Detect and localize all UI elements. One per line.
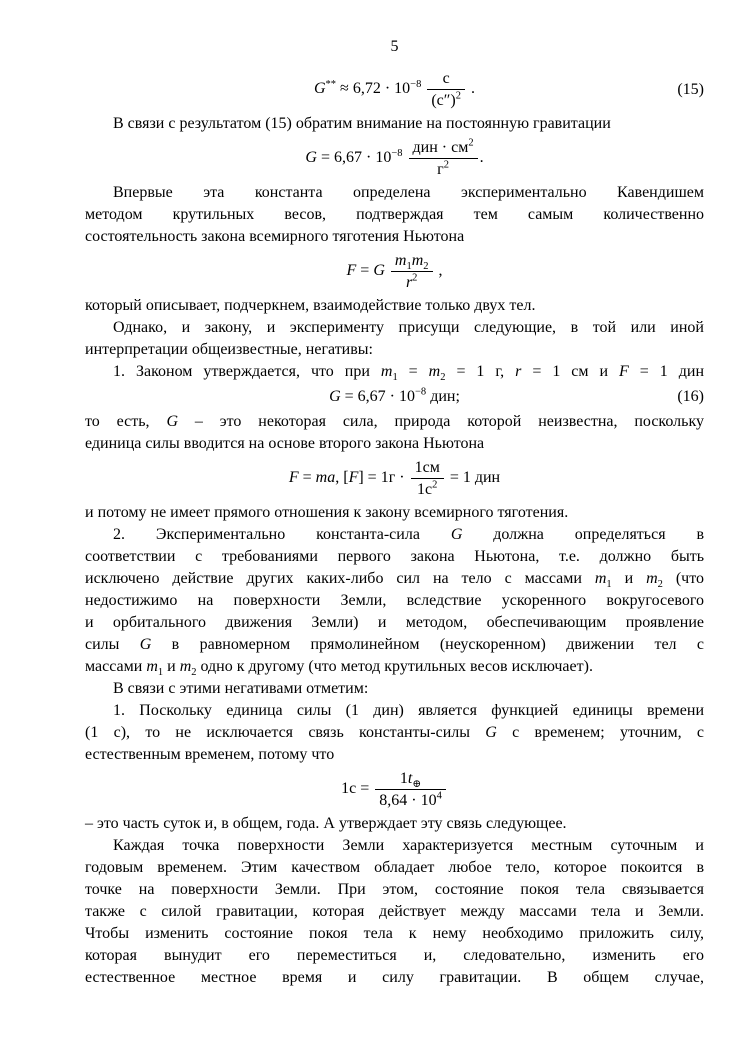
text-run: недостижимо на поверхности Земли, вследствие ускоренного вокругосевого (85, 592, 704, 609)
superscript: 2 (412, 272, 418, 284)
text-run: 2. Экспериментально константа-сила (113, 526, 451, 543)
text-run: ≈ 6,72 · 10 (336, 80, 411, 98)
fraction-denominator (391, 272, 433, 292)
italic-run: m (380, 363, 393, 380)
para-cavendish-line-2 (85, 204, 704, 226)
fraction-denominator (427, 90, 465, 110)
text-run: (с″) (431, 92, 456, 109)
text-run: – это часть суток и, в общем, года. А утверждает эту связь следующее. (85, 815, 567, 832)
fraction (427, 69, 465, 110)
page-content (85, 36, 704, 989)
text-run: = 6,67 · 10 (340, 388, 416, 405)
para-negative-2-line-4 (85, 590, 704, 612)
para-earth-point-line-3 (85, 879, 704, 901)
para-day-fraction-line-1 (85, 813, 704, 835)
text-run: дин; (426, 388, 460, 405)
equation-body (347, 251, 443, 292)
fraction (375, 769, 446, 810)
fraction-numerator (427, 69, 465, 90)
fraction (391, 251, 433, 292)
fraction-denominator (411, 479, 444, 499)
para-negatives-intro-line-2 (85, 339, 704, 361)
text-run (385, 262, 389, 279)
text-run: (1 с), то не исключается связь константы-силы (85, 724, 486, 741)
text-run: которая вынудит его переместиться и, следовательно, изменить его (85, 947, 704, 964)
text-run: = 6,67 · 10 (316, 149, 392, 167)
subscript: 1 (406, 261, 412, 273)
italic-run: G (485, 724, 497, 741)
text-run: Впервые эта константа определена экспериментально Кавендишем (113, 184, 704, 201)
superscript: −8 (391, 147, 403, 159)
text-run: в равномерном прямолинейном (неускоренном) движении тел с (151, 636, 705, 653)
italic-run: F (288, 469, 299, 487)
superscript: 2 (455, 90, 461, 102)
fraction-numerator (411, 458, 444, 479)
text-run: исключено действие других каких-либо сил на тело с массами (85, 570, 595, 587)
equation-second-definition (85, 768, 704, 811)
italic-run: m (411, 252, 424, 269)
para-no-direct-relation-line-1 (85, 502, 704, 524)
equation-body (329, 386, 460, 408)
para-negative-2-line-6 (85, 634, 704, 656)
subscript: 2 (657, 579, 663, 591)
text-run: = 1 г, (445, 363, 516, 380)
text-run: – это некоторая сила, природа которой неизвестна, поскольку (178, 413, 704, 430)
italic-run: m (146, 658, 158, 675)
subscript: 1 (606, 579, 612, 591)
text-run: с (442, 70, 450, 87)
equation-number: (16) (677, 388, 704, 405)
fraction-numerator (409, 138, 478, 159)
italic-run: G (305, 149, 317, 167)
italic-run: ma (315, 469, 336, 487)
para-negative-2-line-1 (85, 524, 704, 546)
para-note-1-line-2 (85, 722, 704, 744)
equation-second-law (85, 457, 704, 500)
text-run: и (163, 658, 180, 675)
fraction (409, 138, 478, 179)
italic-run: G (313, 80, 326, 98)
italic-run: G (450, 526, 463, 543)
para-earth-point-line-4 (85, 901, 704, 923)
text-run: Однако, и закону, и эксперименту присущи следующие, в той или иной (113, 319, 704, 336)
text-run (403, 149, 407, 166)
para-negative-2-line-3 (85, 568, 704, 590)
text-run: интерпретации общеизвестные, негативы: (85, 341, 373, 358)
para-g-force-nature-line-1 (85, 411, 704, 433)
para-note-1-line-3 (85, 744, 704, 766)
text-run: естественным временем, потому что (85, 746, 335, 763)
text-run: одно к другому (что метод крутильных весов исключает). (196, 658, 593, 675)
text-run: и (611, 570, 647, 587)
text-run: , (434, 262, 443, 280)
text-run: состоятельность закона всемирного тяготения Ньютона (85, 228, 465, 245)
text-run: естественное местное время и силу гравитации. В общем случае, (85, 969, 704, 986)
equation-number: (15) (677, 80, 704, 98)
italic-run: r (405, 274, 413, 291)
para-cavendish-line-3 (85, 226, 704, 248)
text-run: 1с = (341, 780, 374, 798)
italic-run: F (619, 363, 629, 380)
text-run: = 1 см и (521, 363, 620, 380)
superscript: 2 (468, 137, 474, 149)
italic-run: m (428, 363, 441, 380)
text-run: то есть, (85, 413, 167, 430)
text-run: 1 (399, 770, 408, 787)
para-negative-1-line-1 (85, 361, 704, 383)
fraction-numerator (391, 251, 433, 272)
italic-run: t (407, 770, 413, 787)
text-run: = 1 дин (445, 469, 501, 487)
text-run: 1. Законом утверждается, что при (113, 363, 381, 380)
superscript: 4 (436, 790, 442, 802)
equation-15 (85, 68, 704, 111)
superscript: 2 (432, 479, 438, 491)
text-run: который описывает, подчеркнем, взаимодействие только двух тел. (85, 297, 536, 314)
text-run: методом крутильных весов, подтверждая тем самым количественно (85, 206, 704, 223)
superscript: −8 (410, 78, 422, 90)
equation-g-value (85, 137, 704, 180)
italic-run: G (166, 413, 178, 430)
text-run: = 1 дин (628, 363, 705, 380)
text-run: массами (85, 658, 147, 675)
italic-run: m (179, 658, 192, 675)
superscript: 2 (443, 159, 449, 171)
equation-body (341, 769, 448, 810)
subscript: ⊕ (412, 779, 422, 791)
para-cavendish-line-1 (85, 182, 704, 204)
text-run: = (397, 363, 429, 380)
italic-run: m (646, 570, 658, 587)
para-negative-2-line-5 (85, 612, 704, 634)
text-run: = (298, 469, 316, 487)
para-note-1-line-1 (85, 700, 704, 722)
para-two-bodies-line-1 (85, 295, 704, 317)
text-run: силы (85, 636, 140, 653)
text-run: Каждая точка поверхности Земли характеризуется местным суточным и (113, 837, 704, 854)
text-run: г (437, 161, 444, 178)
subscript: 2 (191, 667, 197, 679)
para-earth-point-line-6 (85, 945, 704, 967)
para-negative-2-line-2 (85, 546, 704, 568)
text-run: В связи с результатом (15) обратим внимание на постоянную гравитации (113, 115, 611, 132)
para-g-force-nature-line-2 (85, 433, 704, 455)
text-run: точке на поверхности Земли. При этом, состояние покоя тела связывается (85, 881, 704, 898)
italic-run: G (329, 388, 341, 405)
text-run: 1см (414, 459, 440, 476)
text-run: и орбитального движения Земли) и методом, обеспечивающим проявление (85, 614, 704, 631)
text-run: годовым временем. Этим качеством обладает любое тело, которое покоится в (85, 859, 704, 876)
text-run: единица силы вводится на основе второго закона Ньютона (85, 435, 485, 452)
text-run: дин · см (412, 139, 469, 156)
text-blocks (85, 68, 704, 989)
text-run: , [ (335, 469, 349, 487)
text-run: = (356, 262, 374, 280)
text-run: с временем; уточним, с (496, 724, 705, 741)
equation-body (289, 458, 500, 499)
para-earth-point-line-1 (85, 835, 704, 857)
fraction-numerator (375, 769, 446, 790)
text-run: . (467, 80, 475, 98)
text-run: также с силой гравитации, которая действует между массами тела и Земли. (85, 903, 704, 920)
para-intro-gravitation-line-1 (85, 113, 704, 135)
para-earth-point-line-7 (85, 967, 704, 989)
text-run: должна определяться в (462, 526, 704, 543)
superscript: −8 (415, 386, 427, 398)
subscript: 2 (423, 261, 429, 273)
text-run: соответствии с требованиями первого закона Ньютона, т.е. должно быть (85, 548, 704, 565)
subscript: 1 (392, 372, 398, 384)
text-run: 1с (417, 481, 433, 498)
equation-16 (85, 385, 704, 409)
italic-run: r (515, 363, 522, 380)
text-run: 1. Поскольку единица силы (1 дин) является функцией единицы времени (113, 702, 704, 719)
superscript: ** (325, 78, 337, 90)
para-negative-2-line-7 (85, 656, 704, 678)
para-negatives-intro-line-1 (85, 317, 704, 339)
para-earth-point-line-2 (85, 857, 704, 879)
italic-run: G (139, 636, 152, 653)
italic-run: G (373, 262, 385, 280)
italic-run: F (346, 262, 357, 280)
italic-run: m (594, 570, 607, 587)
text-run: 8,64 · 10 (379, 792, 437, 809)
text-run: и потому не имеет прямого отношения к закону всемирного тяготения. (85, 504, 569, 521)
subscript: 1 (157, 667, 164, 679)
fraction (411, 458, 444, 499)
fraction-denominator (375, 790, 446, 810)
para-note-intro-line-1 (85, 678, 704, 700)
fraction-denominator (409, 159, 478, 179)
page-number: 5 (390, 38, 399, 55)
italic-run: m (394, 252, 407, 269)
text-run: (что (662, 570, 704, 587)
para-earth-point-line-5 (85, 923, 704, 945)
text-run (421, 80, 425, 97)
text-run: В связи с этими негативами отметим: (113, 680, 369, 697)
text-run: ] = 1г · (358, 469, 409, 487)
equation-body (305, 138, 483, 179)
italic-run: F (348, 469, 359, 487)
equation-newton-gravity (85, 250, 704, 293)
equation-body (314, 69, 475, 110)
text-run: . (479, 149, 484, 167)
text-run: Чтобы изменить состояние покоя тела к нему необходимо приложить силу, (85, 925, 704, 942)
subscript: 2 (440, 372, 446, 384)
